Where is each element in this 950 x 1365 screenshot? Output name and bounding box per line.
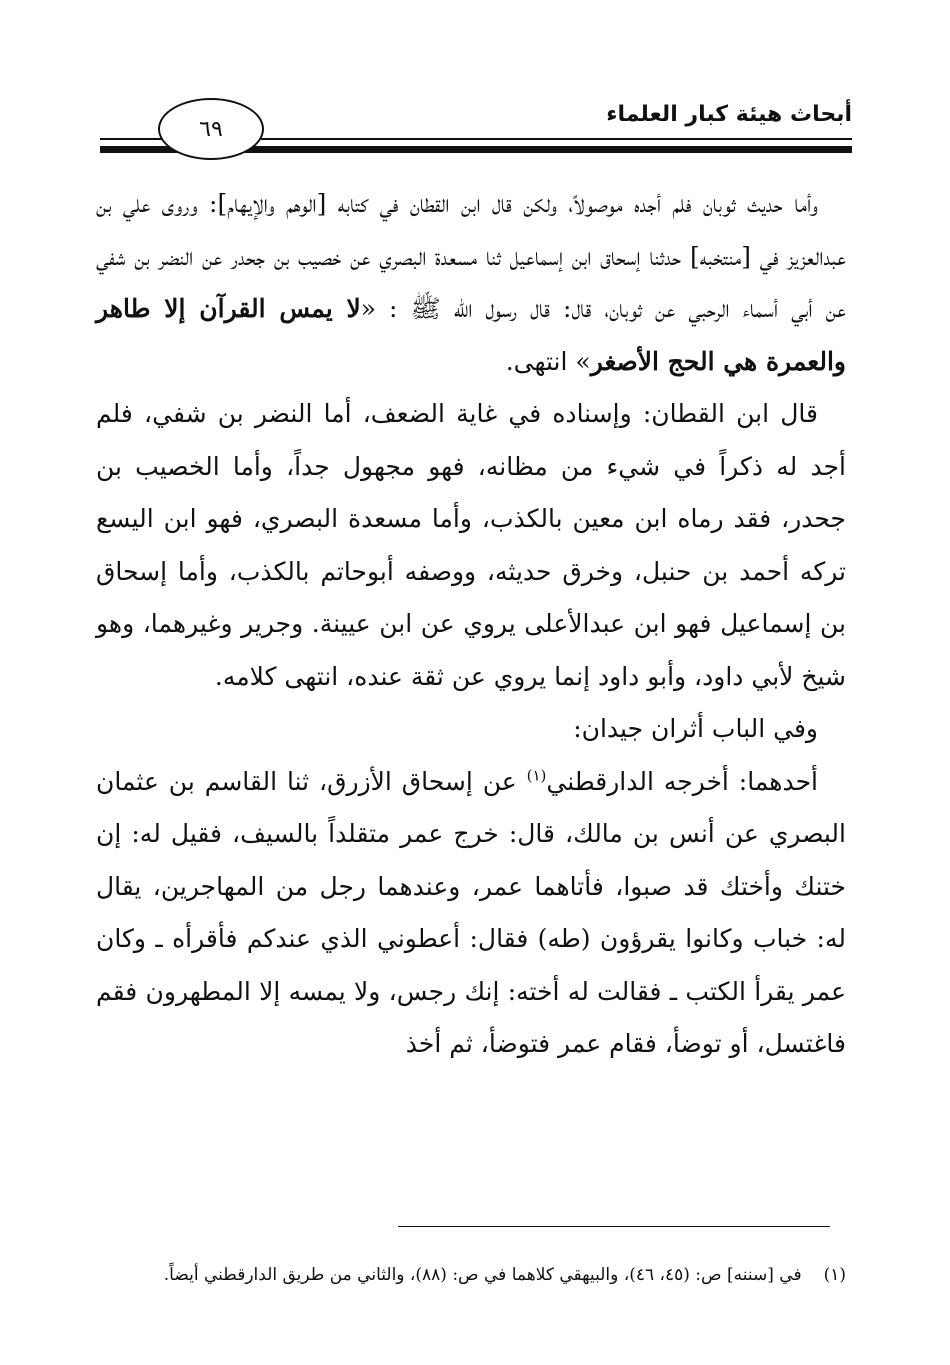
footnote-text: في [سننه] ص: (٤٥، ٤٦)، والبيهقي كلاهما في ص: (٨٨)، والثاني من طريق الدارقطني أيضاً. — [163, 1265, 802, 1285]
paragraph-1 — [96, 178, 846, 388]
paragraph-1-start: وأما حديث ثوبان فلم أجده موصولاً، ولكن قال ابن القطان في كتابه [الوهم والإيهام]: وروى علي بن عبدالعزيز في [منتخبه] حدثنا إسحاق ابن إسماعيل ثنا مسعدة البصري عن خصيب بن جحدر عن النضر بن شفي عن أبي أسماء الرحبي عن ثوبان، قال: قال رسول الله ﷺ : « — [96, 189, 846, 323]
footnote — [96, 1262, 846, 1288]
paragraph-2: قال ابن القطان: وإسناده في غاية الضعف، أما النضر بن شفي، فلم أجد له ذكراً في شيء من مظانه، فهو مجهول جداً، وأما الخصيب بن جحدر، فقد رماه ابن معين بالكذب، وأما مسعدة البصري، فهو ابن اليسع تركه أحمد بن حنبل، وخرق حديثه، ووصفه أبوحاتم بالكذب، وأما إسحاق بن إسماعيل فهو ابن عبدالأعلى يروي عن ابن عيينة. وجرير وغيرهما، وهو شيخ لأبي داود، وأبو داود إنما يروي عن ثقة عنده، انتهى كلامه. — [96, 399, 846, 691]
paragraph-4-rest: عن إسحاق الأزرق، ثنا القاسم بن عثمان البصري عن أنس بن مالك، قال: خرج عمر متقلداً بالسيف، فقيل له: إن ختنك وأختك قد صبوا، فأتاهما عمر، وعندهما رجل من المهاجرين، يقال له: خباب وكانوا يقرؤون (طه) فقال: أعطوني الذي عندكم فأقرأه ـ وكان عمر يقرأ الكتب ـ فقالت له أخته: إنك رجس، ولا يمسه إلا المطهرون فقم فاغتسل، أو توضأ، فقام عمر فتوضأ، ثم أخذ — [96, 766, 846, 1058]
hadith-quote: لا يمس القرآن إلا طاهر والعمرة هي الحج الأصغر — [96, 294, 846, 376]
footnote-number: (١) — [823, 1265, 846, 1285]
paragraph-1-end: » انتهى. — [505, 346, 591, 376]
paragraph-3: وفي الباب أثران جيدان: — [573, 714, 818, 743]
footnote-reference[interactable]: (١) — [526, 766, 547, 785]
footnote-separator — [398, 1226, 830, 1227]
paragraph-4 — [96, 756, 846, 1071]
page-number: ٦٩ — [199, 116, 223, 142]
paragraph-4-start: أحدهما: أخرجه الدارقطني — [546, 766, 818, 796]
page-number-oval — [158, 98, 264, 160]
running-header-title: أبحاث هيئة كبار العلماء — [606, 102, 852, 127]
body-text — [96, 178, 846, 1071]
